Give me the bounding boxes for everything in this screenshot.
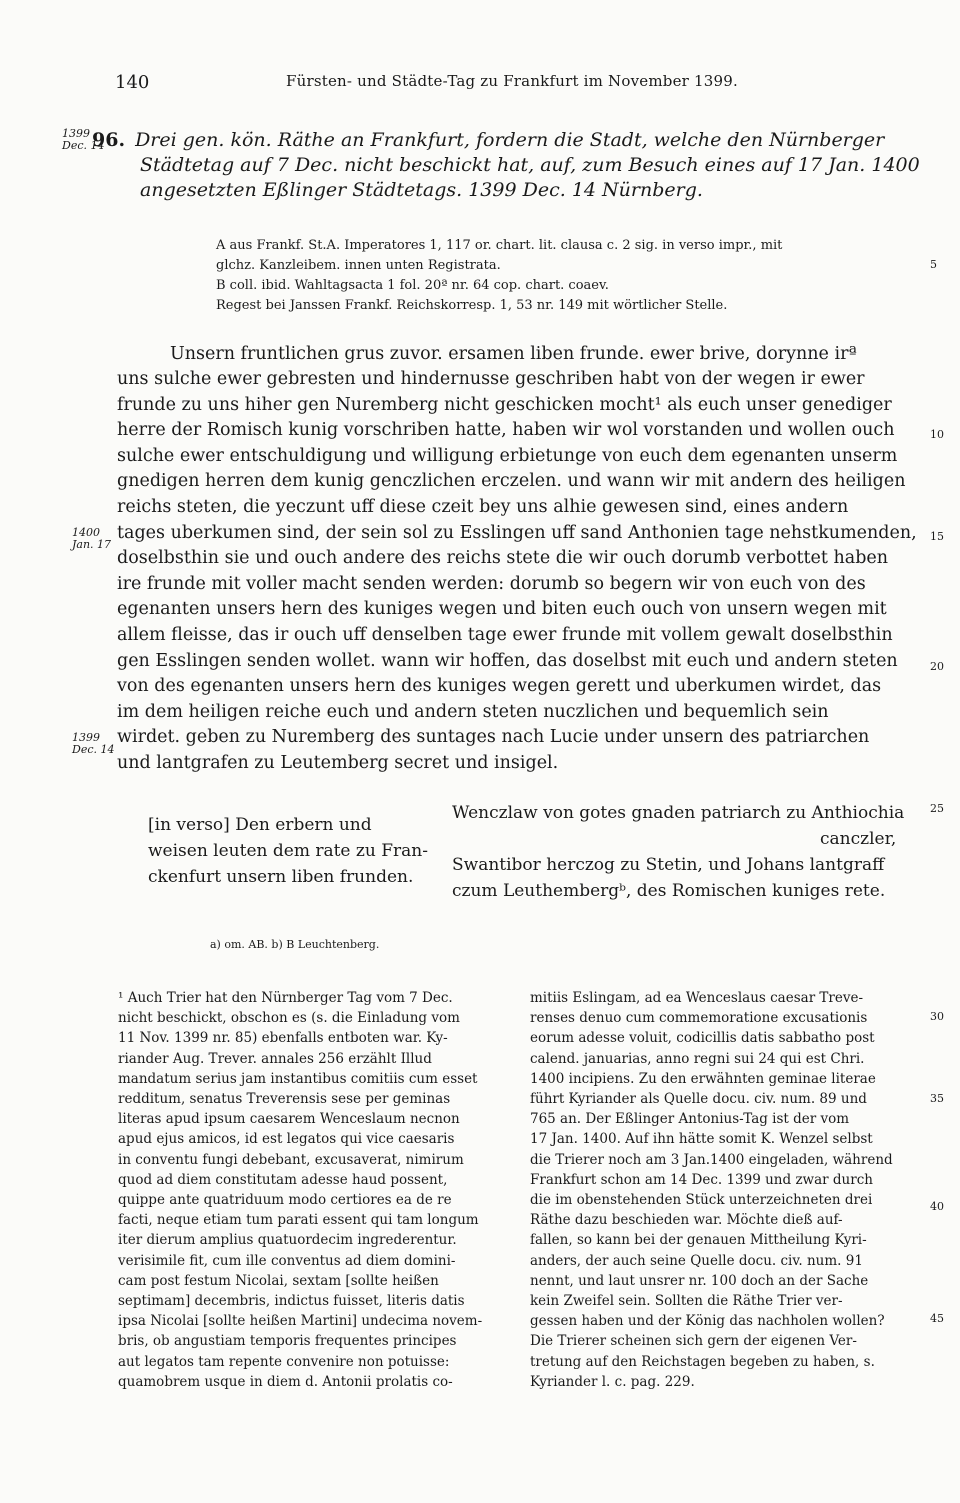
text-line: frunde zu uns hiher gen Nuremberg nicht geschicken mocht¹ als euch unser genediger [117, 395, 892, 415]
text-line: im dem heiligen reiche euch und andern steten nuczlichen und bequemlich sein [117, 702, 829, 722]
footnote-right-column: mitiis Eslingam, ad ea Wenceslaus caesar Treve- renses denuo cum commemoratione excusationis eorum adesse voluit, codicillis datis sabbatho post calend. januarias, anno regni sui 24 qui est Chri. 1400 incipiens. Zu den erwähnten geminae literae führt Kyriander als Quelle docu. civ. num. 89 und 765 an. Der Eßlinger Antonius-Tag ist der vom 17 Jan. 1400. Auf ihn hätte somit K. Wenzel selbst die Trierer noch am 3 Jan.1400 eingeladen, während Frankfurt schon am 14 Dec. 1399 und zwar durch die im obenstehenden Stück unterzeichneten drei Räthe dazu beschieden war. Möchte dieß auf- fallen, so kann bei der genauen Mittheilung Kyri- anders, der auch seine Quelle docu. civ. num. 91 nennt, und laut unsrer nr. 100 doch an der Sache kein Zweifel sein. Sollten die Räthe Trier ver- gessen haben und der König das nachholen wollen? Die Trierer scheinen sich gern der eigenen Ver- tretung auf den Reichstagen begeben zu haben, s. Kyriander l. c. pag. 229. [530, 990, 893, 1390]
line-number-15: 15 [930, 530, 944, 543]
page-number: 140 [115, 72, 150, 93]
margin-date-2: 1400 Jan. 17 [72, 526, 112, 551]
line-number-30: 30 [930, 1010, 944, 1023]
text-line: doselbsthin sie und ouch andere des reichs stete die wir ouch dorumb verbottet haben [117, 548, 889, 568]
margin-date-1: 1399 Dec. 14 [62, 127, 105, 152]
signature-line: Swantibor herczog zu Stetin, und Johans lantgraff [452, 855, 885, 875]
line-number-40: 40 [930, 1200, 944, 1213]
margin-date-3: 1399 Dec. 14 [72, 731, 115, 756]
signature-line: czum Leuthembergᵇ, des Romischen kuniges rete. [452, 881, 886, 901]
text-line: von des egenanten unsers hern des kuniges wegen gerett und uberkumen wirdet, das [117, 676, 882, 696]
footnote-left-column: ¹ Auch Trier hat den Nürnberger Tag vom 7 Dec. nicht beschickt, obschon es (s. die Einladung vom 11 Nov. 1399 nr. 85) ebenfalls entboten war. Ky- riander Aug. Trever. annales 256 erzählt Illud mandatum serius jam instantibus comitiis cum esset redditum, senatus Treverensis sese per geminas literas apud ipsum caesarem Wenceslaum necnon apud ejus amicos, id est legatos qui vice caesaris in conventu fungi debebant, excusaverat, nimirum quod ad diem constitutam adesse haud possent, quippe ante quatriduum modo certiores ea de re facti, neque etiam tum parati essent qui tam longum iter dierum amplius quatuordecim ingrederentur. verisimile fit, cum ille conventus ad diem domini- cam post festum Nicolai, sextam [sollte heißen septimam] decembris, indictus fuisset, literis datis ipsa Nicolai [sollte heißen Martini] undecima novem- bris, ob angustiam temporis frequentes principes aut legatos tam repente convenire non potuisse: quamobrem usque in diem d. Antonii prolatis co- [118, 990, 483, 1390]
source-apparatus: A aus Frankf. St.A. Imperatores 1, 117 or. chart. lit. clausa c. 2 sig. in verso impr., mit glchz. Kanzleibem. innen unten Registrata. B coll. ibid. Wahltagsacta 1 fol. 20ª nr. 64 cop. chart. coaev. Regest bei Janssen Frankf. Reichskorresp. 1, 53 nr. 149 mit wörtlicher Stelle. [216, 238, 783, 313]
text-line: ire frunde mit voller macht senden werden: dorumb so begern wir von euch von des [117, 574, 866, 594]
signature-line: Wenczlaw von gotes gnaden patriarch zu Anthiochia [452, 803, 905, 823]
document-number: 96. [92, 129, 126, 151]
text-line: Unsern fruntlichen grus zuvor. ersamen liben frunde. ewer brive, dorynne irª [170, 344, 857, 364]
running-title: Fürsten- und Städte-Tag zu Frankfurt im November 1399. [286, 72, 738, 90]
text-line: egenanten unsers hern des kuniges wegen und biten euch ouch von unsern wegen mit [117, 599, 887, 619]
text-line: reichs steten, die yeczunt uff diese czeit bey uns alhie gewesen sind, eines andern [117, 497, 849, 517]
text-line: herre der Romisch kunig vorschriben hatte, haben wir wol vorstanden und wollen ouch [117, 420, 895, 440]
text-line: sulche ewer entschuldigung und willigung erbietunge von euch dem egenanten unserm [117, 446, 898, 466]
variant-notes: a) om. AB. b) B Leuchtenberg. [210, 938, 380, 951]
text-line: und lantgrafen zu Leutemberg secret und insigel. [117, 753, 559, 773]
verso-address: [in verso] Den erbern und weisen leuten dem rate zu Fran- ckenfurt unsern liben frunden. [148, 815, 428, 887]
line-number-45: 45 [930, 1312, 944, 1325]
text-line: tages uberkumen sind, der sein sol zu Esslingen uff sand Anthonien tage nehstkumenden, [117, 523, 917, 543]
line-number-25: 25 [930, 802, 944, 815]
line-number-20: 20 [930, 660, 944, 673]
signature-line: canczler, [820, 829, 897, 849]
text-line: allem fleisse, das ir ouch uff denselben tage ewer frunde mit vollem gewalt doselbsthin [117, 625, 893, 645]
text-line: gen Esslingen senden wollet. wann wir hoffen, das doselbst mit euch und andern steten [117, 651, 898, 671]
line-number-10: 10 [930, 428, 944, 441]
text-line: uns sulche ewer gebresten und hindernusse geschriben habt von der wegen ir ewer [117, 369, 865, 389]
text-line: wirdet. geben zu Nuremberg des suntages nach Lucie under unsern des patriarchen [117, 727, 870, 747]
text-line: gnedigen herren dem kunig genczlichen erczelen. und wann wir mit andern des heiligen [117, 471, 906, 491]
line-number-5: 5 [930, 258, 937, 271]
line-number-35: 35 [930, 1092, 944, 1105]
document-title: 96. Drei gen. kön. Räthe an Frankfurt, fordern die Stadt, welche den Nürnberger Städtetag auf 7 Dec. nicht beschickt hat, auf, zum Besuch eines auf 17 Jan. 1400 angesetzten Eßlinger Städtetags. 1399 Dec. 14 Nürnberg. [92, 129, 920, 201]
